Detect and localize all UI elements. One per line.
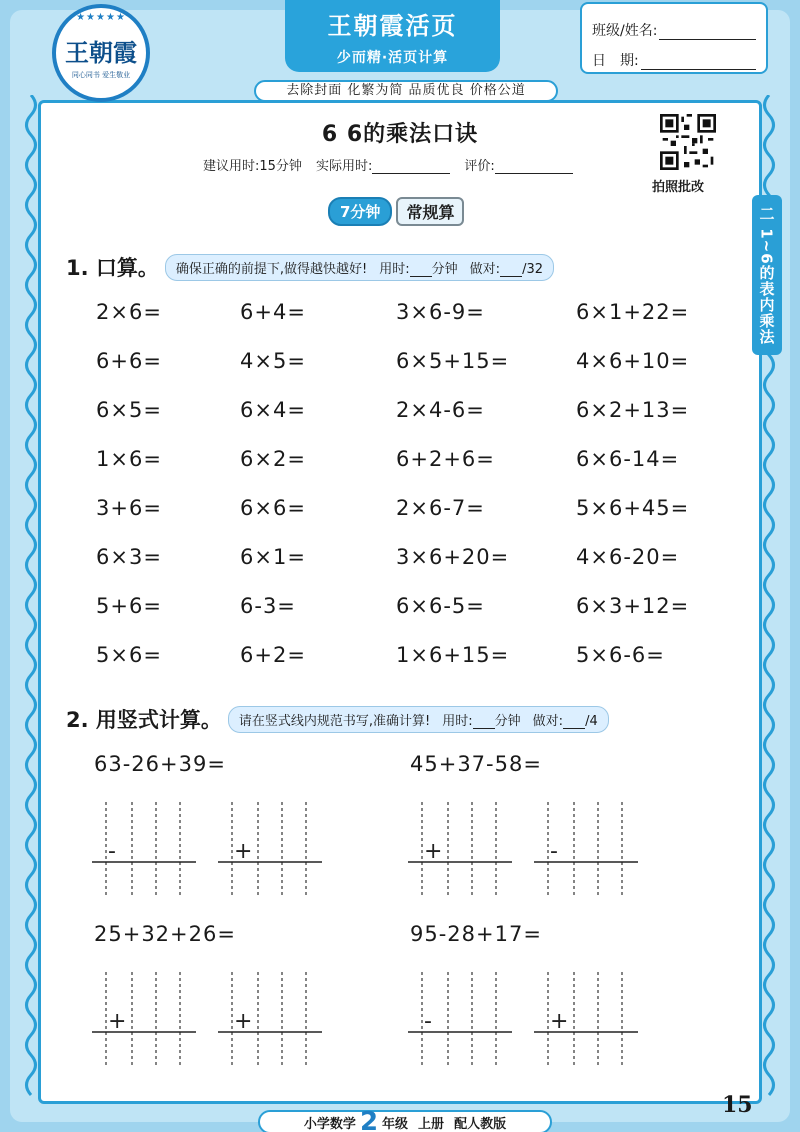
vertical-work-grid[interactable] <box>408 802 514 898</box>
section2-header <box>66 704 609 734</box>
operator-sign: + <box>424 839 443 864</box>
section1-correct-field[interactable] <box>500 276 522 277</box>
operator-sign: + <box>550 1009 569 1034</box>
footer-edition: 配人教版 <box>454 1116 507 1132</box>
vertical-work-grid[interactable] <box>92 802 198 898</box>
slogan: 去除封面 化繁为简 品质优良 价格公道 <box>254 80 558 102</box>
oral-problem: 3+6= <box>96 496 162 520</box>
oral-problem: 6×1= <box>240 545 306 569</box>
vertical-problem-expression: 95-28+17= <box>410 922 542 946</box>
operator-sign: + <box>234 1009 253 1034</box>
footer-subject: 小学数学 <box>303 1116 356 1132</box>
oral-problem: 6+2= <box>240 643 306 667</box>
oral-problem: 5×6= <box>96 643 162 667</box>
oral-problem: 6+4= <box>240 300 306 324</box>
oral-problem: 3×6+20= <box>396 545 510 569</box>
actual-time-label: 实际用时: <box>315 159 373 174</box>
footer-grade-suffix: 年级 <box>382 1116 409 1132</box>
oral-problem: 6×6-14= <box>576 447 680 471</box>
brand-logo <box>52 4 150 102</box>
rating-field[interactable] <box>495 173 573 174</box>
oral-problem: 5×6+45= <box>576 496 690 520</box>
brand-subtitle: 少而精·活页计算 <box>336 50 449 66</box>
section1-correct-total: /32 <box>522 261 543 277</box>
section2-correct-total: /4 <box>585 713 598 729</box>
logo-motto: 同心同书 爱生敬业 <box>71 70 131 79</box>
page-number: 15 <box>722 1092 753 1118</box>
class-name-field[interactable] <box>659 22 756 40</box>
section1-heading: 1. 口算。 <box>66 256 159 280</box>
qr-label: 拍照批改 <box>652 180 705 195</box>
section2-time-label: 用时: <box>442 713 473 729</box>
oral-problem: 1×6+15= <box>396 643 510 667</box>
date-label: 日 期: <box>592 53 639 69</box>
vertical-problem-expression: 45+37-58= <box>410 752 542 776</box>
vertical-work-grid[interactable] <box>408 972 514 1068</box>
oral-problem: 3×6-9= <box>396 300 485 324</box>
oral-problem: 4×5= <box>240 349 306 373</box>
oral-problem: 6×6-5= <box>396 594 485 618</box>
oral-problem: 6×1+22= <box>576 300 690 324</box>
oral-problem: 6×4= <box>240 398 306 422</box>
section2-time-unit: 分钟 <box>494 713 521 729</box>
section2-heading: 2. 用竖式计算。 <box>66 708 222 732</box>
oral-problem: 6×2= <box>240 447 306 471</box>
footer-grade: 2 <box>359 1107 379 1132</box>
operator-sign: + <box>234 839 253 864</box>
actual-time-field[interactable] <box>372 173 450 174</box>
oral-problem: 6×3= <box>96 545 162 569</box>
rating-label: 评价: <box>464 159 495 174</box>
oral-problem: 1×6= <box>96 447 162 471</box>
oral-problem: 6×6= <box>240 496 306 520</box>
oral-problem: 6×5= <box>96 398 162 422</box>
section-tag <box>328 198 498 224</box>
section1-time-unit: 分钟 <box>431 261 458 277</box>
stars-icon: ★★★★★ <box>76 12 126 23</box>
footer-term: 上册 <box>418 1116 445 1132</box>
operator-sign: - <box>424 1009 432 1034</box>
oral-problem: 6+6= <box>96 349 162 373</box>
date-field[interactable] <box>641 52 756 70</box>
tag-kind: 常规算 <box>396 197 464 226</box>
section1-hint <box>165 254 554 281</box>
section2-hint-text: 请在竖式线内规范书写,准确计算! <box>238 713 431 729</box>
brand-title: 王朝霞活页 <box>327 11 458 40</box>
chapter-side-tab: 二 1~6的表内乘法 <box>752 195 782 355</box>
operator-sign: - <box>108 839 116 864</box>
oral-problem: 2×6-7= <box>396 496 485 520</box>
page-title: 6 6的乘法口诀 <box>321 122 479 147</box>
oral-problem: 6×2+13= <box>576 398 690 422</box>
oral-problem: 5×6-6= <box>576 643 665 667</box>
section1-time-field[interactable] <box>410 276 432 277</box>
oral-problem: 6+2+6= <box>396 447 495 471</box>
student-info-box <box>580 2 768 74</box>
vertical-work-grid[interactable] <box>534 802 640 898</box>
footer-badge <box>258 1107 552 1132</box>
operator-sign: - <box>550 839 558 864</box>
section1-correct-label: 做对: <box>469 261 501 277</box>
oral-problem: 2×4-6= <box>396 398 485 422</box>
tag-time: 7分钟 <box>328 197 392 226</box>
vertical-work-grid[interactable] <box>218 972 324 1068</box>
logo-name: 王朝霞 <box>65 37 137 67</box>
oral-problem: 6-3= <box>240 594 296 618</box>
vertical-problem-expression: 25+32+26= <box>94 922 236 946</box>
oral-problem: 6×5+15= <box>396 349 510 373</box>
section1-hint-text: 确保正确的前提下,做得越快越好! <box>175 261 368 277</box>
vertical-work-grid[interactable] <box>92 972 198 1068</box>
section2-correct-label: 做对: <box>532 713 564 729</box>
class-name-label: 班级/姓名: <box>592 23 658 39</box>
suggested-time: 建议用时:15分钟 <box>203 159 302 174</box>
oral-problem: 5+6= <box>96 594 162 618</box>
oral-problem: 4×6+10= <box>576 349 690 373</box>
section2-time-field[interactable] <box>473 728 495 729</box>
section2-correct-field[interactable] <box>563 728 585 729</box>
oral-problem: 4×6-20= <box>576 545 680 569</box>
vertical-work-grid[interactable] <box>534 972 640 1068</box>
section1-header <box>66 252 554 282</box>
vertical-problem-expression: 63-26+39= <box>94 752 226 776</box>
section2-hint <box>228 706 609 733</box>
time-meta <box>203 155 573 174</box>
operator-sign: + <box>108 1009 127 1034</box>
oral-problem: 6×3+12= <box>576 594 690 618</box>
vertical-work-grid[interactable] <box>218 802 324 898</box>
qr-code-icon[interactable] <box>660 114 716 170</box>
brand-banner <box>285 0 500 72</box>
oral-problem: 2×6= <box>96 300 162 324</box>
section1-time-label: 用时: <box>379 261 410 277</box>
